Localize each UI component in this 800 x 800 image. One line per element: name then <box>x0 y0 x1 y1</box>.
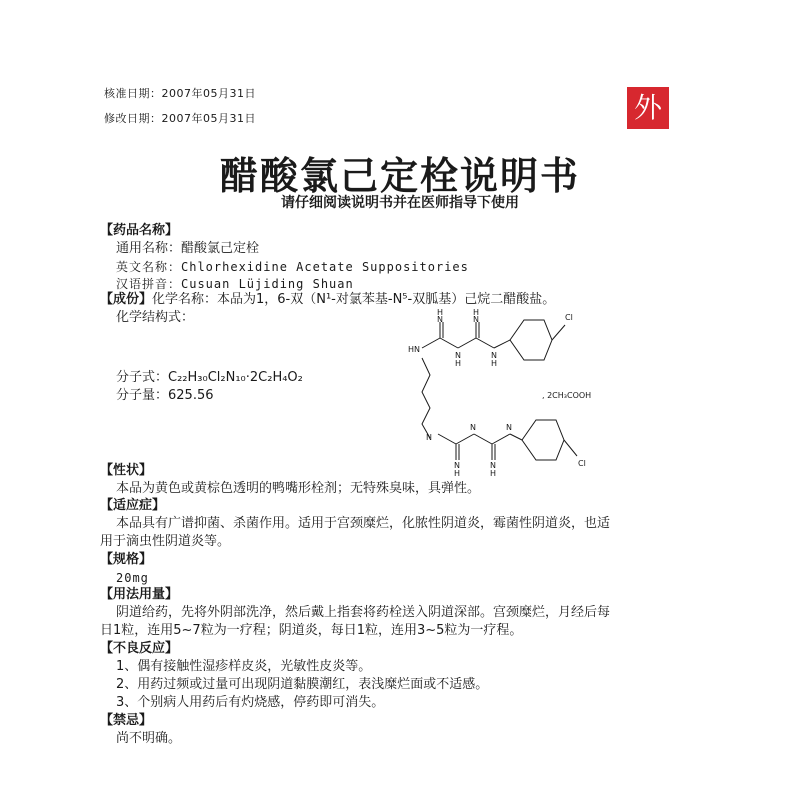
adverse-heading: 【不良反应】 <box>100 641 179 656</box>
document-title: 醋酸氯己定栓说明书 <box>219 154 580 198</box>
document-subtitle: 请仔细阅读说明书并在医师指导下使用 <box>281 195 519 211</box>
molecular-weight: 分子量：625.56 <box>116 388 214 403</box>
structure-label: 化学结构式： <box>116 310 195 325</box>
structure-cl-1: Cl <box>565 313 573 322</box>
external-use-badge: 外 <box>627 87 669 129</box>
structure-hn: HN <box>408 345 420 354</box>
structure-h-6: H <box>490 469 497 478</box>
structure-h-4: H <box>491 359 498 368</box>
pinyin-name: 汉语拼音：Cusuan Lüjiding Shuan <box>116 277 354 291</box>
structure-h-3: H <box>455 359 462 368</box>
properties-heading: 【性状】 <box>100 463 153 478</box>
structure-nh-lower: N <box>426 433 432 442</box>
chemical-structure-diagram <box>400 300 630 480</box>
english-name: 英文名称：Chlorhexidine Acetate Suppositories <box>116 260 469 274</box>
dosage-heading: 【用法用量】 <box>100 587 179 602</box>
structure-h-5: H <box>454 469 461 478</box>
structure-n-2: N <box>473 315 479 324</box>
indications-line-1: 本品具有广谱抑菌、杀菌作用。适用于宫颈糜烂，化脓性阴道炎，霉菌性阴道炎，也适 <box>116 516 611 531</box>
adverse-item-3: 3、个别病人用药后有灼烧感，停药即可消失。 <box>116 695 385 710</box>
indications-heading: 【适应症】 <box>100 498 166 513</box>
adverse-item-2: 2、用药过频或过量可出现阴道黏膜潮红，表浅糜烂面或不适感。 <box>116 677 489 692</box>
specification-value: 20mg <box>116 571 149 585</box>
structure-cl-2: Cl <box>578 459 586 468</box>
structure-n-1: N <box>437 315 443 324</box>
structure-n-3: N <box>455 351 461 360</box>
structure-n-4: N <box>491 351 497 360</box>
chemical-name: 化学名称：本品为1，6-双（N¹-对氯苯基-N⁵-双胍基）己烷二醋酸盐。 <box>152 292 556 307</box>
structure-h-1: H <box>437 308 444 317</box>
composition-heading: 【成份】 <box>100 292 153 307</box>
structure-n-8: N <box>490 461 496 470</box>
adverse-item-1: 1、偶有接触性湿疹样皮炎，光敏性皮炎等。 <box>116 659 372 674</box>
molecular-formula: 分子式：C₂₂H₃₀Cl₂N₁₀·2C₂H₄O₂ <box>116 370 303 385</box>
properties-text: 本品为黄色或黄棕色透明的鸭嘴形栓剂；无特殊臭味，具弹性。 <box>116 481 481 496</box>
structure-salt: , 2CH₃COOH <box>542 391 592 400</box>
structure-n-6: N <box>506 423 512 432</box>
dosage-line-1: 阴道给药，先将外阴部洗净，然后戴上指套将药栓送入阴道深部。宫颈糜烂，月经后每 <box>116 605 611 620</box>
approval-date: 核准日期：2007年05月31日 <box>104 87 256 100</box>
drug-name-heading: 【药品名称】 <box>100 223 179 238</box>
generic-name: 通用名称：醋酸氯己定栓 <box>116 241 260 256</box>
contraindications-heading: 【禁忌】 <box>100 713 153 728</box>
dosage-line-2: 日1粒，连用5~7粒为一疗程；阴道炎，每日1粒，连用3~5粒为一疗程。 <box>100 623 523 638</box>
contraindications-text: 尚不明确。 <box>116 731 182 746</box>
structure-h-2: H <box>473 308 480 317</box>
revision-date: 修改日期：2007年05月31日 <box>104 112 256 125</box>
specification-heading: 【规格】 <box>100 552 153 567</box>
indications-line-2: 用于滴虫性阴道炎等。 <box>100 534 231 549</box>
structure-n-5: N <box>470 423 476 432</box>
structure-n-7: N <box>454 461 460 470</box>
